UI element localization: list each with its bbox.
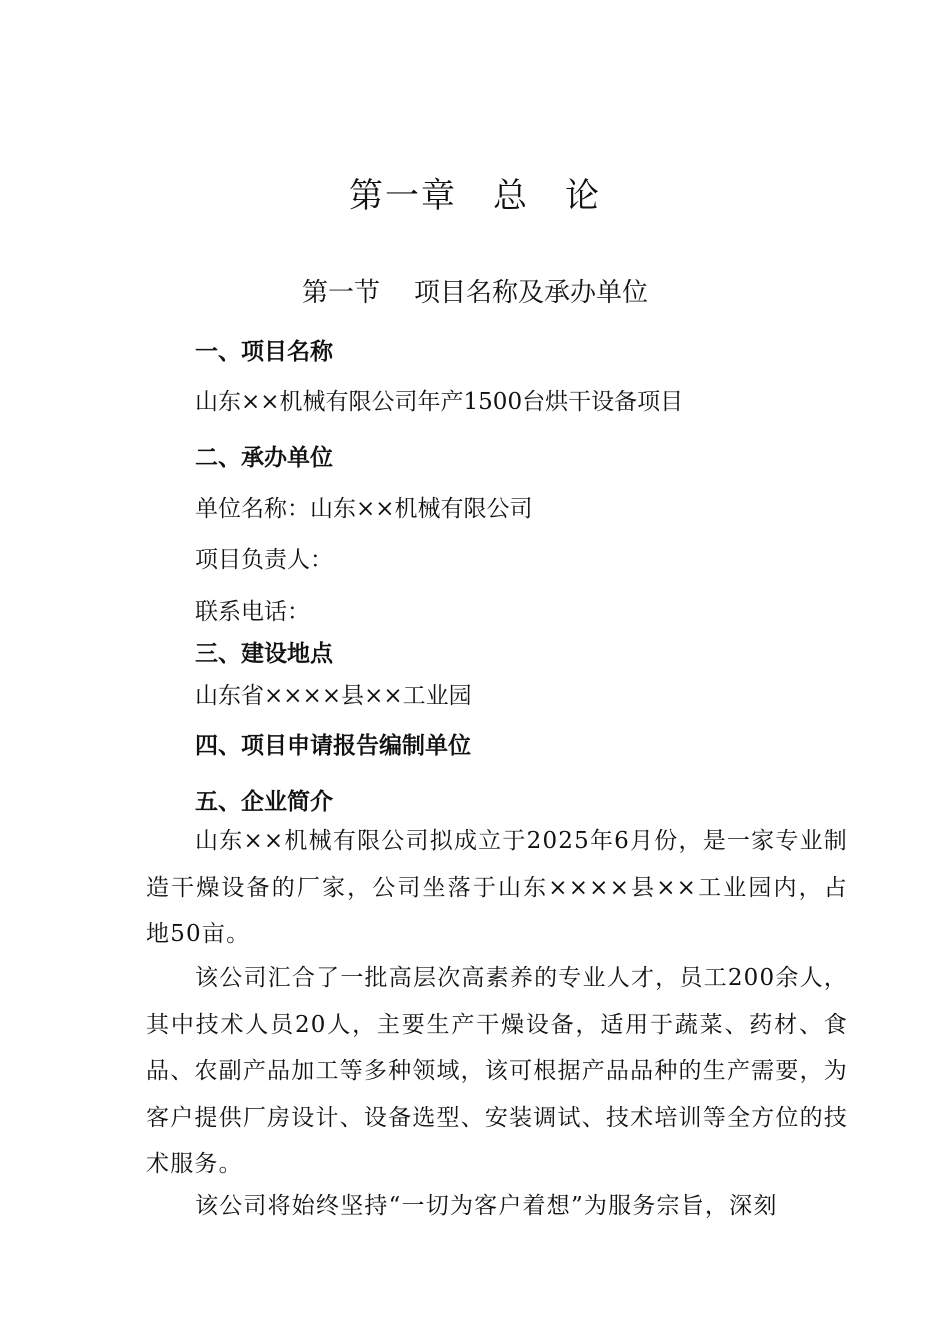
heading-company-profile: 五、企业简介 — [195, 789, 333, 815]
construction-site-text: 山东省××××县××工业园 — [195, 683, 472, 709]
section-title — [0, 272, 950, 309]
company-intro-paragraph-3: 该公司将始终坚持“一切为客户着想”为服务宗旨，深刻 — [195, 1193, 778, 1219]
section-number: 第一节 — [301, 278, 380, 308]
heading-undertaking-unit: 二、承办单位 — [195, 445, 333, 471]
company-intro-paragraph-1: 山东××机械有限公司拟成立于2025年6月份，是一家专业制造干燥设备的厂家，公司坐落于山东××××县××工业园内，占地50亩。 — [146, 828, 848, 947]
company-intro-paragraph-2: 该公司汇合了一批高层次高素养的专业人才，员工200余人，其中技术人员20人，主要生产干燥设备，适用于蔬菜、药材、食品、农副产品加工等多种领域，该可根据产品品种的生产需要，为客户提供厂房设计、设备选型、安装调试、技术培训等全方位的技术服务。 — [146, 965, 848, 1177]
contact-phone-text: 联系电话： — [195, 599, 310, 625]
project-responsible-text: 项目负责人： — [195, 547, 333, 573]
section-name: 项目名称及承办单位 — [414, 278, 649, 308]
chapter-title-word-1: 总 — [493, 176, 529, 216]
heading-construction-site: 三、建设地点 — [195, 641, 333, 667]
chapter-title — [0, 168, 950, 217]
unit-name-text: 单位名称：山东××机械有限公司 — [195, 496, 533, 522]
heading-report-compiler: 四、项目申请报告编制单位 — [195, 733, 471, 759]
heading-project-name: 一、项目名称 — [195, 339, 333, 365]
chapter-title-word-2: 论 — [565, 176, 601, 216]
project-name-text: 山东××机械有限公司年产1500台烘干设备项目 — [195, 389, 684, 415]
chapter-number: 第一章 — [349, 176, 457, 216]
